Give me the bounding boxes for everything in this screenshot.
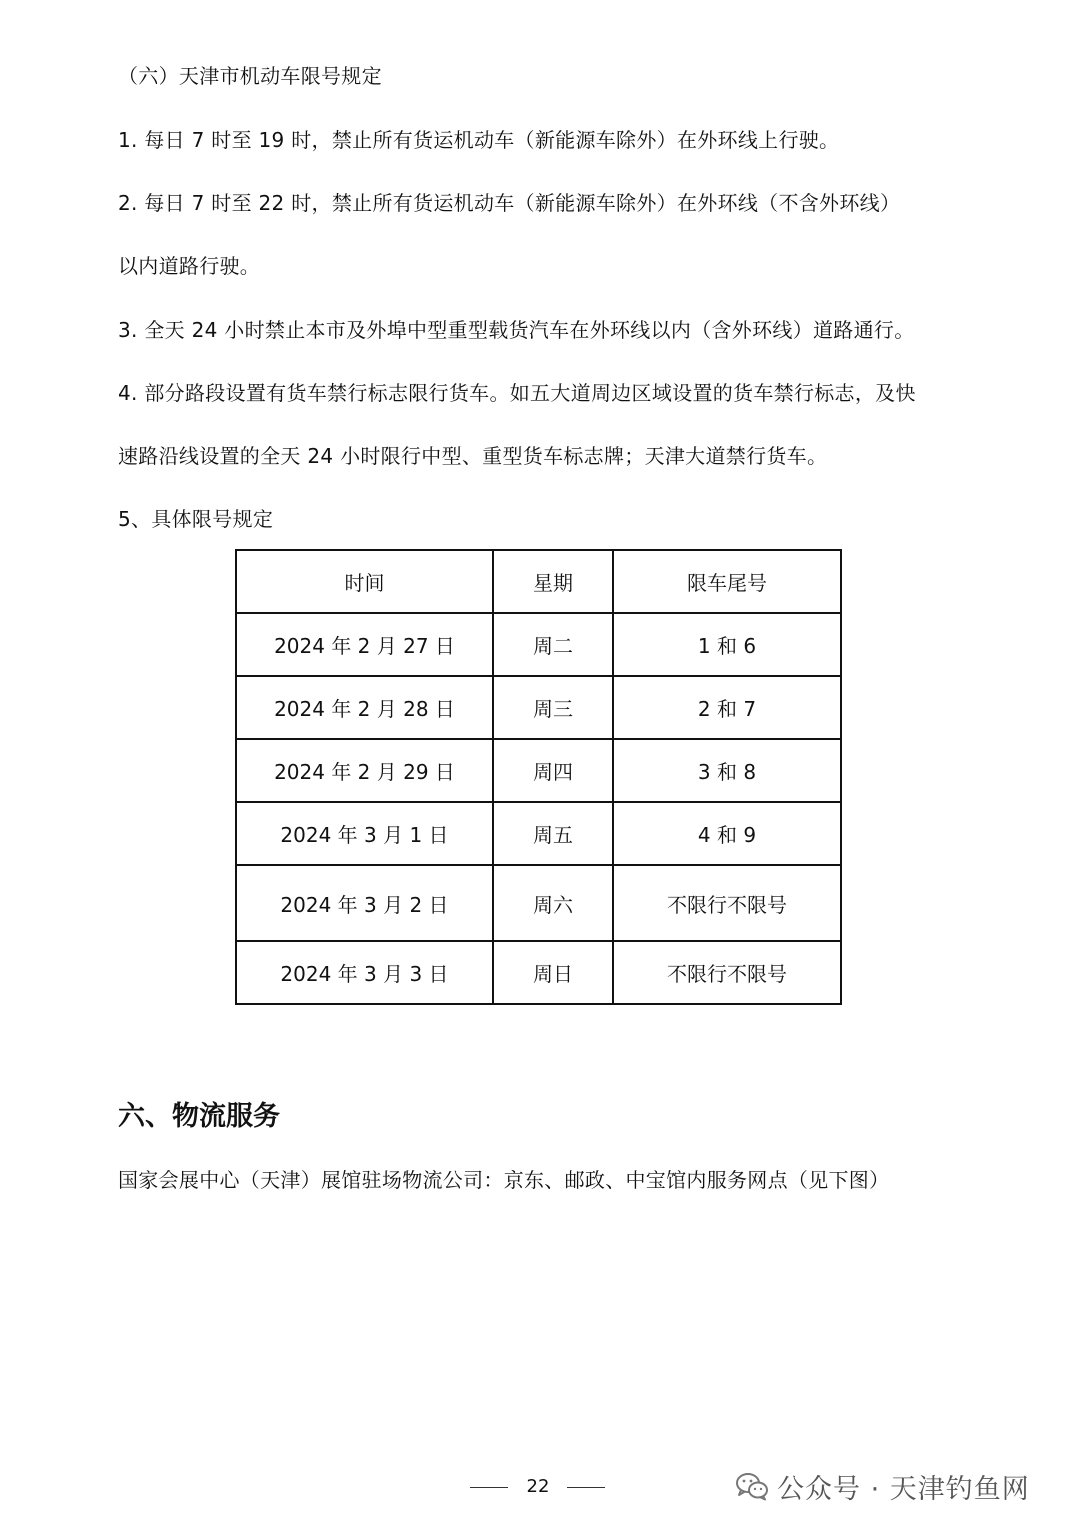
table-row [236,613,841,676]
rule-5: 5、具体限号规定 [118,507,274,531]
watermark [735,1466,1030,1506]
cell-weekday: 周二 [493,613,613,676]
cell-weekday: 周五 [493,802,613,865]
page-number: 22 [526,1476,550,1497]
rule-3: 3. 全天 24 小时禁止本市及外埠中型重型载货汽车在外环线以内（含外环线）道路通行。 [118,318,915,342]
cell-tail-number: 4 和 9 [613,802,841,865]
cell-date: 2024 年 2 月 29 日 [236,739,493,802]
license-limit-table [235,549,842,1005]
cell-weekday: 周四 [493,739,613,802]
cell-weekday: 周日 [493,941,613,1004]
footer-rule-left [470,1487,508,1488]
rule-2-line-2: 以内道路行驶。 [118,254,261,278]
table-row [236,941,841,1004]
table-row [236,676,841,739]
cell-date: 2024 年 3 月 3 日 [236,941,493,1004]
wechat-icon [735,1471,769,1501]
cell-weekday: 周三 [493,676,613,739]
footer-rule-right [567,1487,605,1488]
cell-tail-number: 3 和 8 [613,739,841,802]
table-row [236,802,841,865]
watermark-text: 公众号 · 天津钓鱼网 [777,1473,1030,1505]
cell-tail-number: 2 和 7 [613,676,841,739]
table-row [236,865,841,941]
cell-tail-number: 不限行不限号 [613,941,841,1004]
logistics-heading: 六、物流服务 [118,1101,280,1132]
rule-2-line-1: 2. 每日 7 时至 22 时，禁止所有货运机动车（新能源车除外）在外环线（不含外环线） [118,191,901,215]
table-header-row [236,550,841,613]
logistics-body: 国家会展中心（天津）展馆驻场物流公司：京东、邮政、中宝馆内服务网点（见下图） [118,1168,890,1192]
rule-1: 1. 每日 7 时至 19 时，禁止所有货运机动车（新能源车除外）在外环线上行驶。 [118,128,840,152]
header-date: 时间 [236,550,493,613]
traffic-subtitle: （六）天津市机动车限号规定 [118,64,382,88]
rule-4-line-1: 4. 部分路段设置有货车禁行标志限行货车。如五大道周边区域设置的货车禁行标志，及快 [118,381,916,405]
cell-date: 2024 年 2 月 27 日 [236,613,493,676]
cell-weekday: 周六 [493,865,613,941]
cell-date: 2024 年 3 月 2 日 [236,865,493,941]
cell-tail-number: 1 和 6 [613,613,841,676]
cell-date: 2024 年 2 月 28 日 [236,676,493,739]
cell-date: 2024 年 3 月 1 日 [236,802,493,865]
table-row [236,739,841,802]
header-tail-number: 限车尾号 [613,550,841,613]
header-weekday: 星期 [493,550,613,613]
rule-4-line-2: 速路沿线设置的全天 24 小时限行中型、重型货车标志牌；天津大道禁行货车。 [118,444,828,468]
cell-tail-number: 不限行不限号 [613,865,841,941]
